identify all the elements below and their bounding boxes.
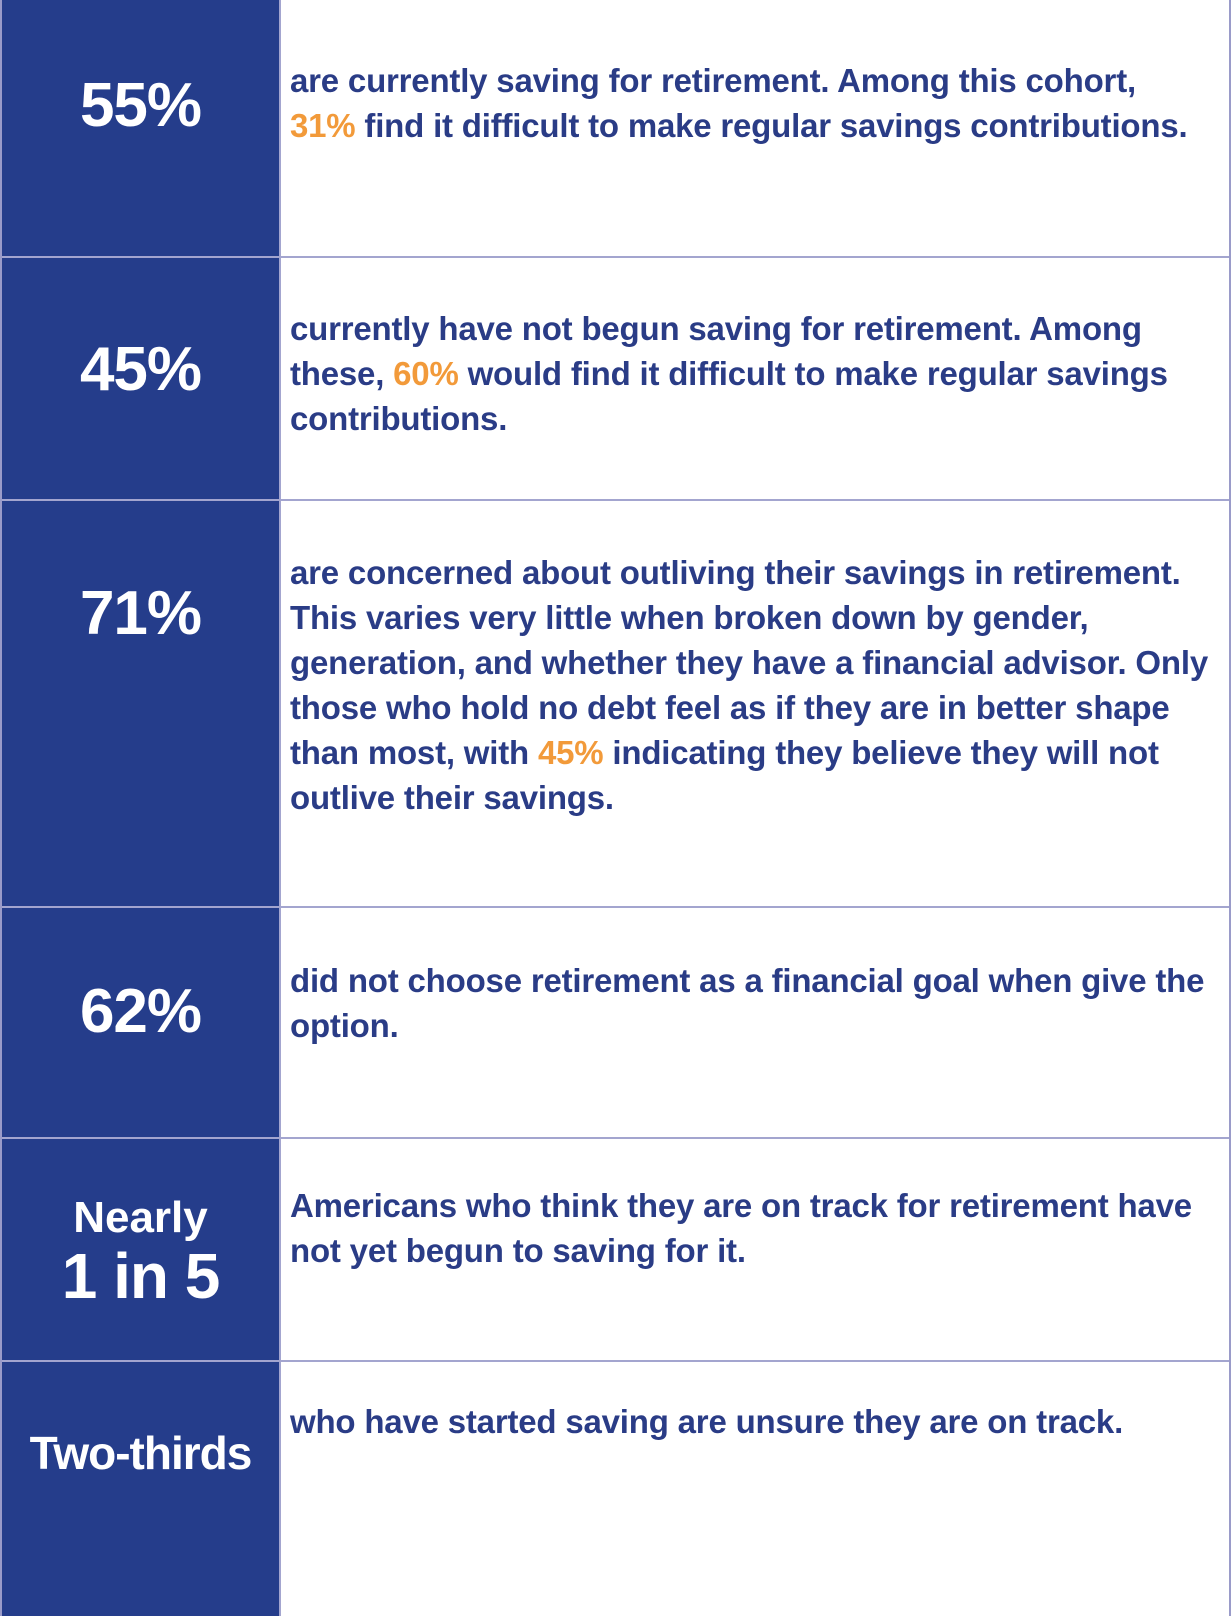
description-part: indicating they believe they will not outlive their savings. [290,734,1159,816]
stat-value-line2: 1 in 5 [61,1240,220,1312]
highlighted-stat: 60% [393,355,459,392]
highlighted-stat: 31% [290,107,356,144]
description-cell [281,908,1229,1137]
description-part: find it difficult to make regular savings contributions. [355,107,1188,144]
description-text: did not choose retirement as a financial goal when give the option. [290,962,1205,1044]
stat-row [2,499,1229,906]
stat-value-line1: Nearly [73,1193,208,1242]
description-text: who have started saving are unsure they are on track. [290,1403,1124,1440]
stat-row [2,1137,1229,1360]
stat-value: 62% [79,977,202,1046]
highlighted-stat: 45% [537,734,604,771]
stat-cell [2,258,281,499]
stat-row [2,1360,1229,1616]
description-part: are concerned about outliving their savings in retirement. This varies very little when broken down by gender, generation, and whether they have a financial advisor. Only those who hold no debt feel as if they are in better shape than most, with [290,554,1208,771]
description-text: Americans who think they are on track for retirement have not yet begun to saving for it. [290,1187,1192,1269]
description-cell [281,1362,1229,1616]
description-part: would find it difficult to make regular savings contributions. [290,355,1168,437]
stat-value: 71% [79,579,202,648]
stat-cell [2,0,281,256]
stat-row [2,256,1229,499]
stat-value: 55% [79,71,202,140]
stat-cell [2,501,281,906]
description-text [290,306,1209,441]
stat-cell [2,1362,281,1616]
stat-cell [2,1139,281,1360]
stat-cell [2,908,281,1137]
stat-row [2,0,1229,256]
stat-value: 45% [79,335,202,404]
description-cell [281,501,1229,906]
description-part: are currently saving for retirement. Among this cohort, [290,62,1136,99]
description-cell [281,1139,1229,1360]
stat-value: Two-thirds [29,1427,252,1479]
description-text [290,58,1209,148]
description-text [290,550,1209,820]
stat-row [2,906,1229,1137]
description-cell [281,258,1229,499]
description-part: currently have not begun saving for retirement. Among these, [290,310,1142,392]
description-cell [281,0,1229,256]
